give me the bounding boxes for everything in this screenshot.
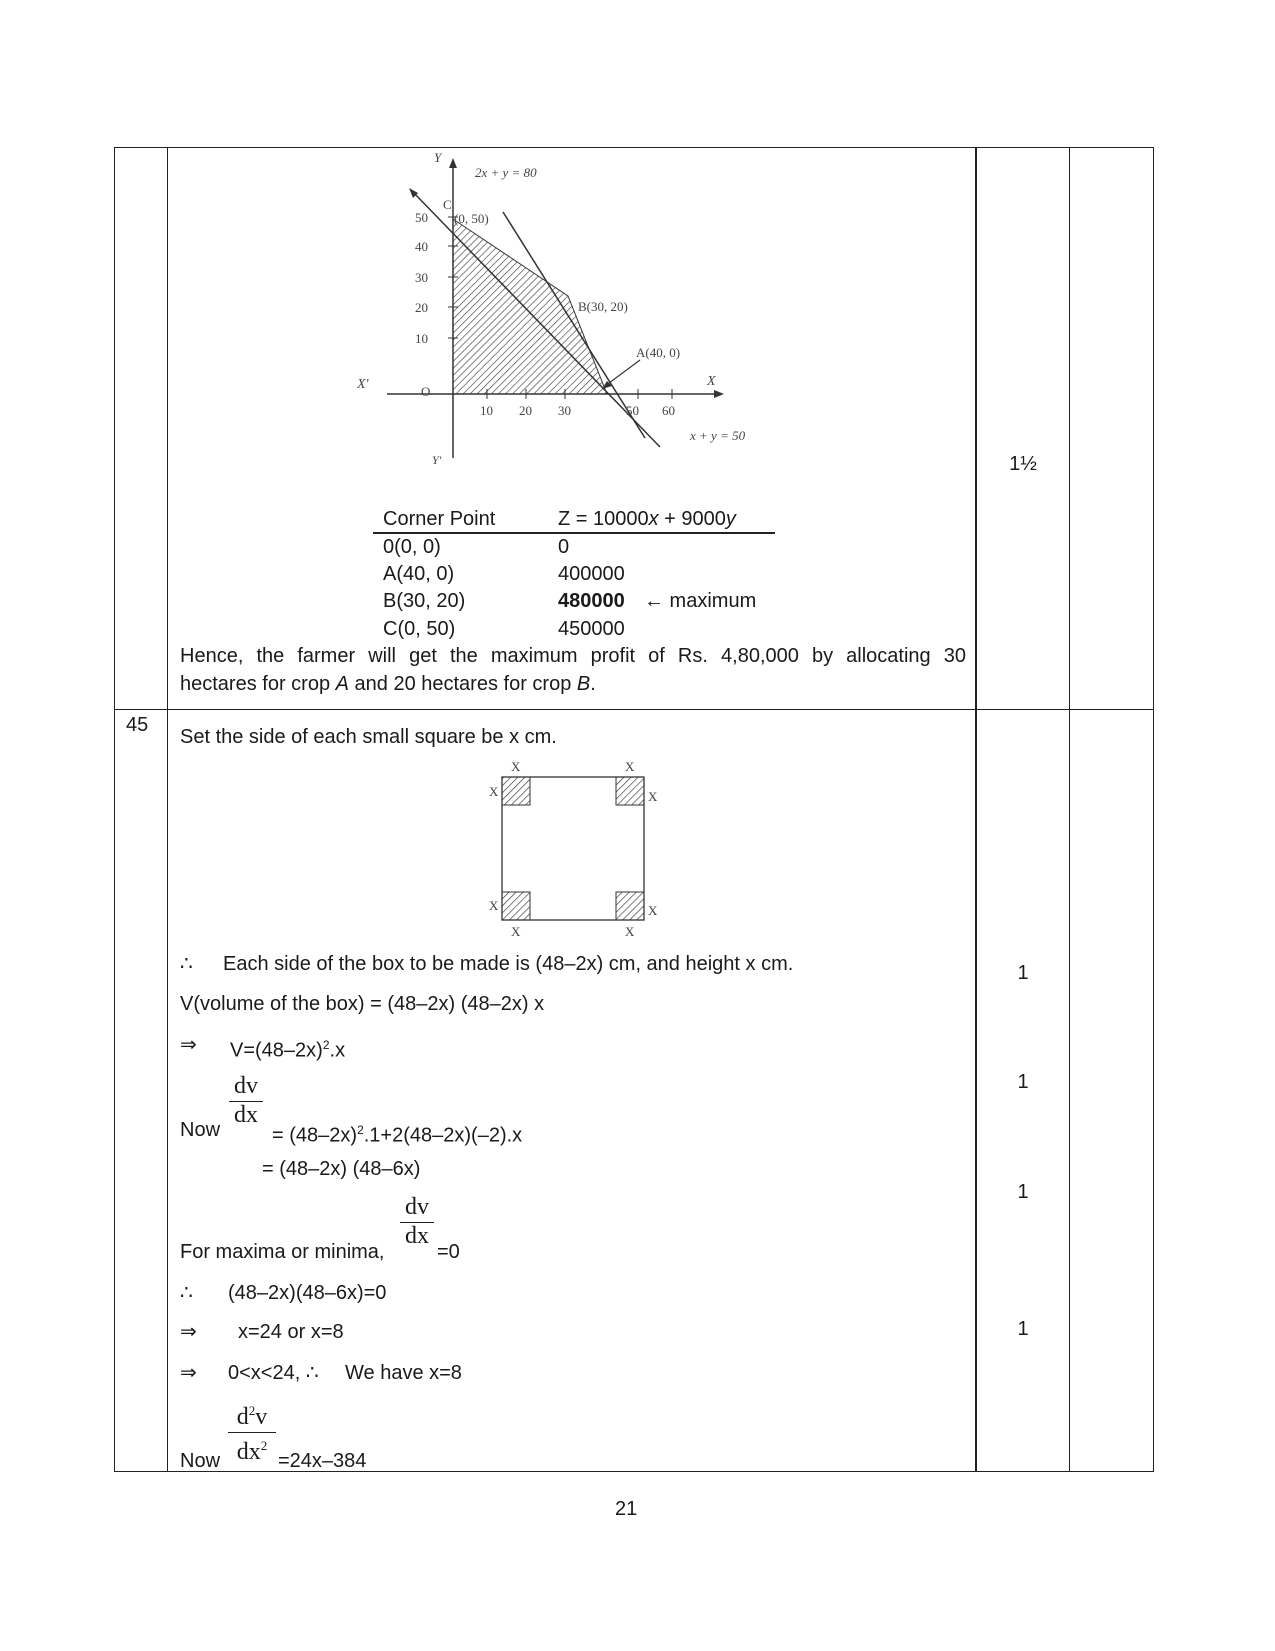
corner-square <box>502 777 530 805</box>
fraction-denominator: dx <box>234 1102 258 1128</box>
x-axis-label: X <box>707 374 716 389</box>
equals-zero: =0 <box>437 1241 460 1263</box>
second-derivative-value: =24x–384 <box>278 1450 367 1472</box>
step-domain: 0<x<24, ∴ <box>228 1362 319 1384</box>
conclusion-line2 <box>180 672 596 696</box>
step-volume: V(volume of the box) = (48–2x) (48–2x) x <box>180 993 545 1015</box>
y-tick-label: 40 <box>415 239 428 254</box>
corner-header-z: Z = 10000x + 9000y <box>558 508 736 530</box>
now-label: Now <box>180 1119 221 1141</box>
v-symbol: v <box>255 1404 268 1430</box>
exponent: 2 <box>357 1123 364 1137</box>
side-label: X <box>625 924 635 939</box>
lpp-graph <box>357 150 800 485</box>
fraction-numerator: dv <box>234 1073 258 1099</box>
step-choose-x: We have x=8 <box>345 1362 462 1384</box>
step-factor: (48–2x)(48–6x)=0 <box>228 1282 387 1304</box>
derivative-fraction <box>400 1194 434 1247</box>
table-border-left <box>114 147 115 1472</box>
side-label: X <box>648 789 658 804</box>
conclusion-text: . <box>590 673 596 695</box>
corner-z: 400000 <box>558 563 625 585</box>
marks-q45: 1 <box>1017 962 1029 984</box>
y-tick-label: 30 <box>415 270 428 285</box>
corner-z: 0 <box>558 536 570 558</box>
step-volume-simplified <box>230 1033 345 1063</box>
crop-a: A <box>335 673 349 695</box>
y-tick-label: 10 <box>415 331 428 346</box>
page-number: 21 <box>615 1498 638 1520</box>
second-derivative-fraction <box>228 1398 276 1463</box>
therefore-symbol: ∴ <box>180 1282 193 1304</box>
corner-square <box>616 777 644 805</box>
side-label: X <box>625 759 635 774</box>
step-text: .1+2(48–2x)(–2).x <box>363 1124 523 1147</box>
derivative-line2: = (48–2x) (48–6x) <box>262 1158 421 1180</box>
table-divider-qno <box>167 147 168 1472</box>
corner-point: 0(0, 0) <box>383 536 441 558</box>
step-text: V=(48–2x) <box>230 1039 323 1062</box>
marks-q45: 1 <box>1017 1318 1029 1340</box>
maxmin-label: For maxima or minima, <box>180 1241 385 1263</box>
x-axis-arrow <box>714 390 724 398</box>
derivative-line1 <box>272 1118 522 1148</box>
side-label: X <box>511 924 521 939</box>
line2-label: x + y = 50 <box>690 428 746 443</box>
corner-square <box>502 892 530 920</box>
point-c-letter: C <box>443 197 452 212</box>
corner-square <box>616 892 644 920</box>
exponent: 2 <box>260 1438 268 1453</box>
question-number: 45 <box>126 714 149 736</box>
line-x-plus-y-50 <box>412 191 660 447</box>
fraction-numerator: dv <box>405 1194 429 1220</box>
corner-header-underline <box>373 532 775 534</box>
y-tick-label: 20 <box>415 300 428 315</box>
exponent: 2 <box>248 1403 256 1418</box>
conclusion-line1: Hence, the farmer will get the maximum profit of Rs. 4,80,000 by allocating 30 <box>180 645 966 667</box>
fraction-bar <box>228 1432 276 1433</box>
exponent: 2 <box>322 1038 330 1052</box>
x-tick-label: 30 <box>558 403 571 418</box>
line1-label: 2x + y = 80 <box>475 165 537 180</box>
table-divider-marks <box>975 147 977 1472</box>
corner-point: B(30, 20) <box>383 590 466 612</box>
x-tick-label: 10 <box>480 403 493 418</box>
maximum-note: ← maximum <box>644 590 757 612</box>
x-axis-neg-label: X' <box>357 377 369 392</box>
marks-q44: 1½ <box>1009 453 1037 475</box>
crop-b: B <box>576 673 591 695</box>
step-text: = (48–2x) <box>272 1124 358 1147</box>
fraction-denominator <box>228 1435 276 1463</box>
x-tick-label: 60 <box>662 403 675 418</box>
point-b-label: B(30, 20) <box>578 299 628 314</box>
conclusion-text: and 20 hectares for crop <box>348 673 577 695</box>
box-diagram <box>480 758 670 943</box>
y-axis-neg-label: Y' <box>432 453 442 467</box>
x-tick-label: 50 <box>626 403 639 418</box>
pointer-a <box>605 360 640 386</box>
implies-symbol: ⇒ <box>180 1034 197 1056</box>
now-label: Now <box>180 1450 221 1472</box>
corner-point: C(0, 50) <box>383 618 456 640</box>
conclusion-text: hectares for crop <box>180 673 336 695</box>
d-symbol: d <box>236 1404 249 1430</box>
marks-q45: 1 <box>1017 1071 1029 1093</box>
step-roots: x=24 or x=8 <box>238 1321 344 1343</box>
table-border-right <box>1153 147 1154 1472</box>
table-border-top <box>114 147 1154 148</box>
point-a-label: A(40, 0) <box>636 345 681 360</box>
step-text: .x <box>329 1039 346 1062</box>
implies-symbol: ⇒ <box>180 1362 197 1384</box>
implies-symbol: ⇒ <box>180 1321 197 1343</box>
fraction-denominator: dx <box>405 1223 429 1249</box>
dx-symbol: dx <box>236 1439 261 1465</box>
table-divider-extra <box>1069 147 1070 1472</box>
corner-z-max: 480000 <box>558 590 625 612</box>
step-side-length: Each side of the box to be made is (48–2x) cm, and height x cm. <box>223 953 794 975</box>
corner-z: 450000 <box>558 618 625 640</box>
fraction-numerator <box>228 1398 276 1430</box>
corner-header-point: Corner Point <box>383 508 496 530</box>
point-c-label: (0, 50) <box>454 211 489 226</box>
side-label: X <box>489 898 499 913</box>
origin-label: O <box>421 384 431 399</box>
table-border-bottom <box>114 1471 1154 1472</box>
corner-point: A(40, 0) <box>383 563 455 585</box>
marks-q45: 1 <box>1017 1181 1029 1203</box>
derivative-fraction <box>229 1073 263 1126</box>
table-row-divider <box>114 709 1154 710</box>
x-tick-label: 20 <box>519 403 532 418</box>
y-axis-label: Y <box>434 150 442 165</box>
y-axis-arrow <box>449 158 457 168</box>
side-label: X <box>489 784 499 799</box>
y-tick-label: 50 <box>415 210 428 225</box>
therefore-symbol: ∴ <box>180 953 193 975</box>
side-label: X <box>648 903 658 918</box>
side-label: X <box>511 759 521 774</box>
q45-intro: Set the side of each small square be x cm. <box>180 726 557 748</box>
